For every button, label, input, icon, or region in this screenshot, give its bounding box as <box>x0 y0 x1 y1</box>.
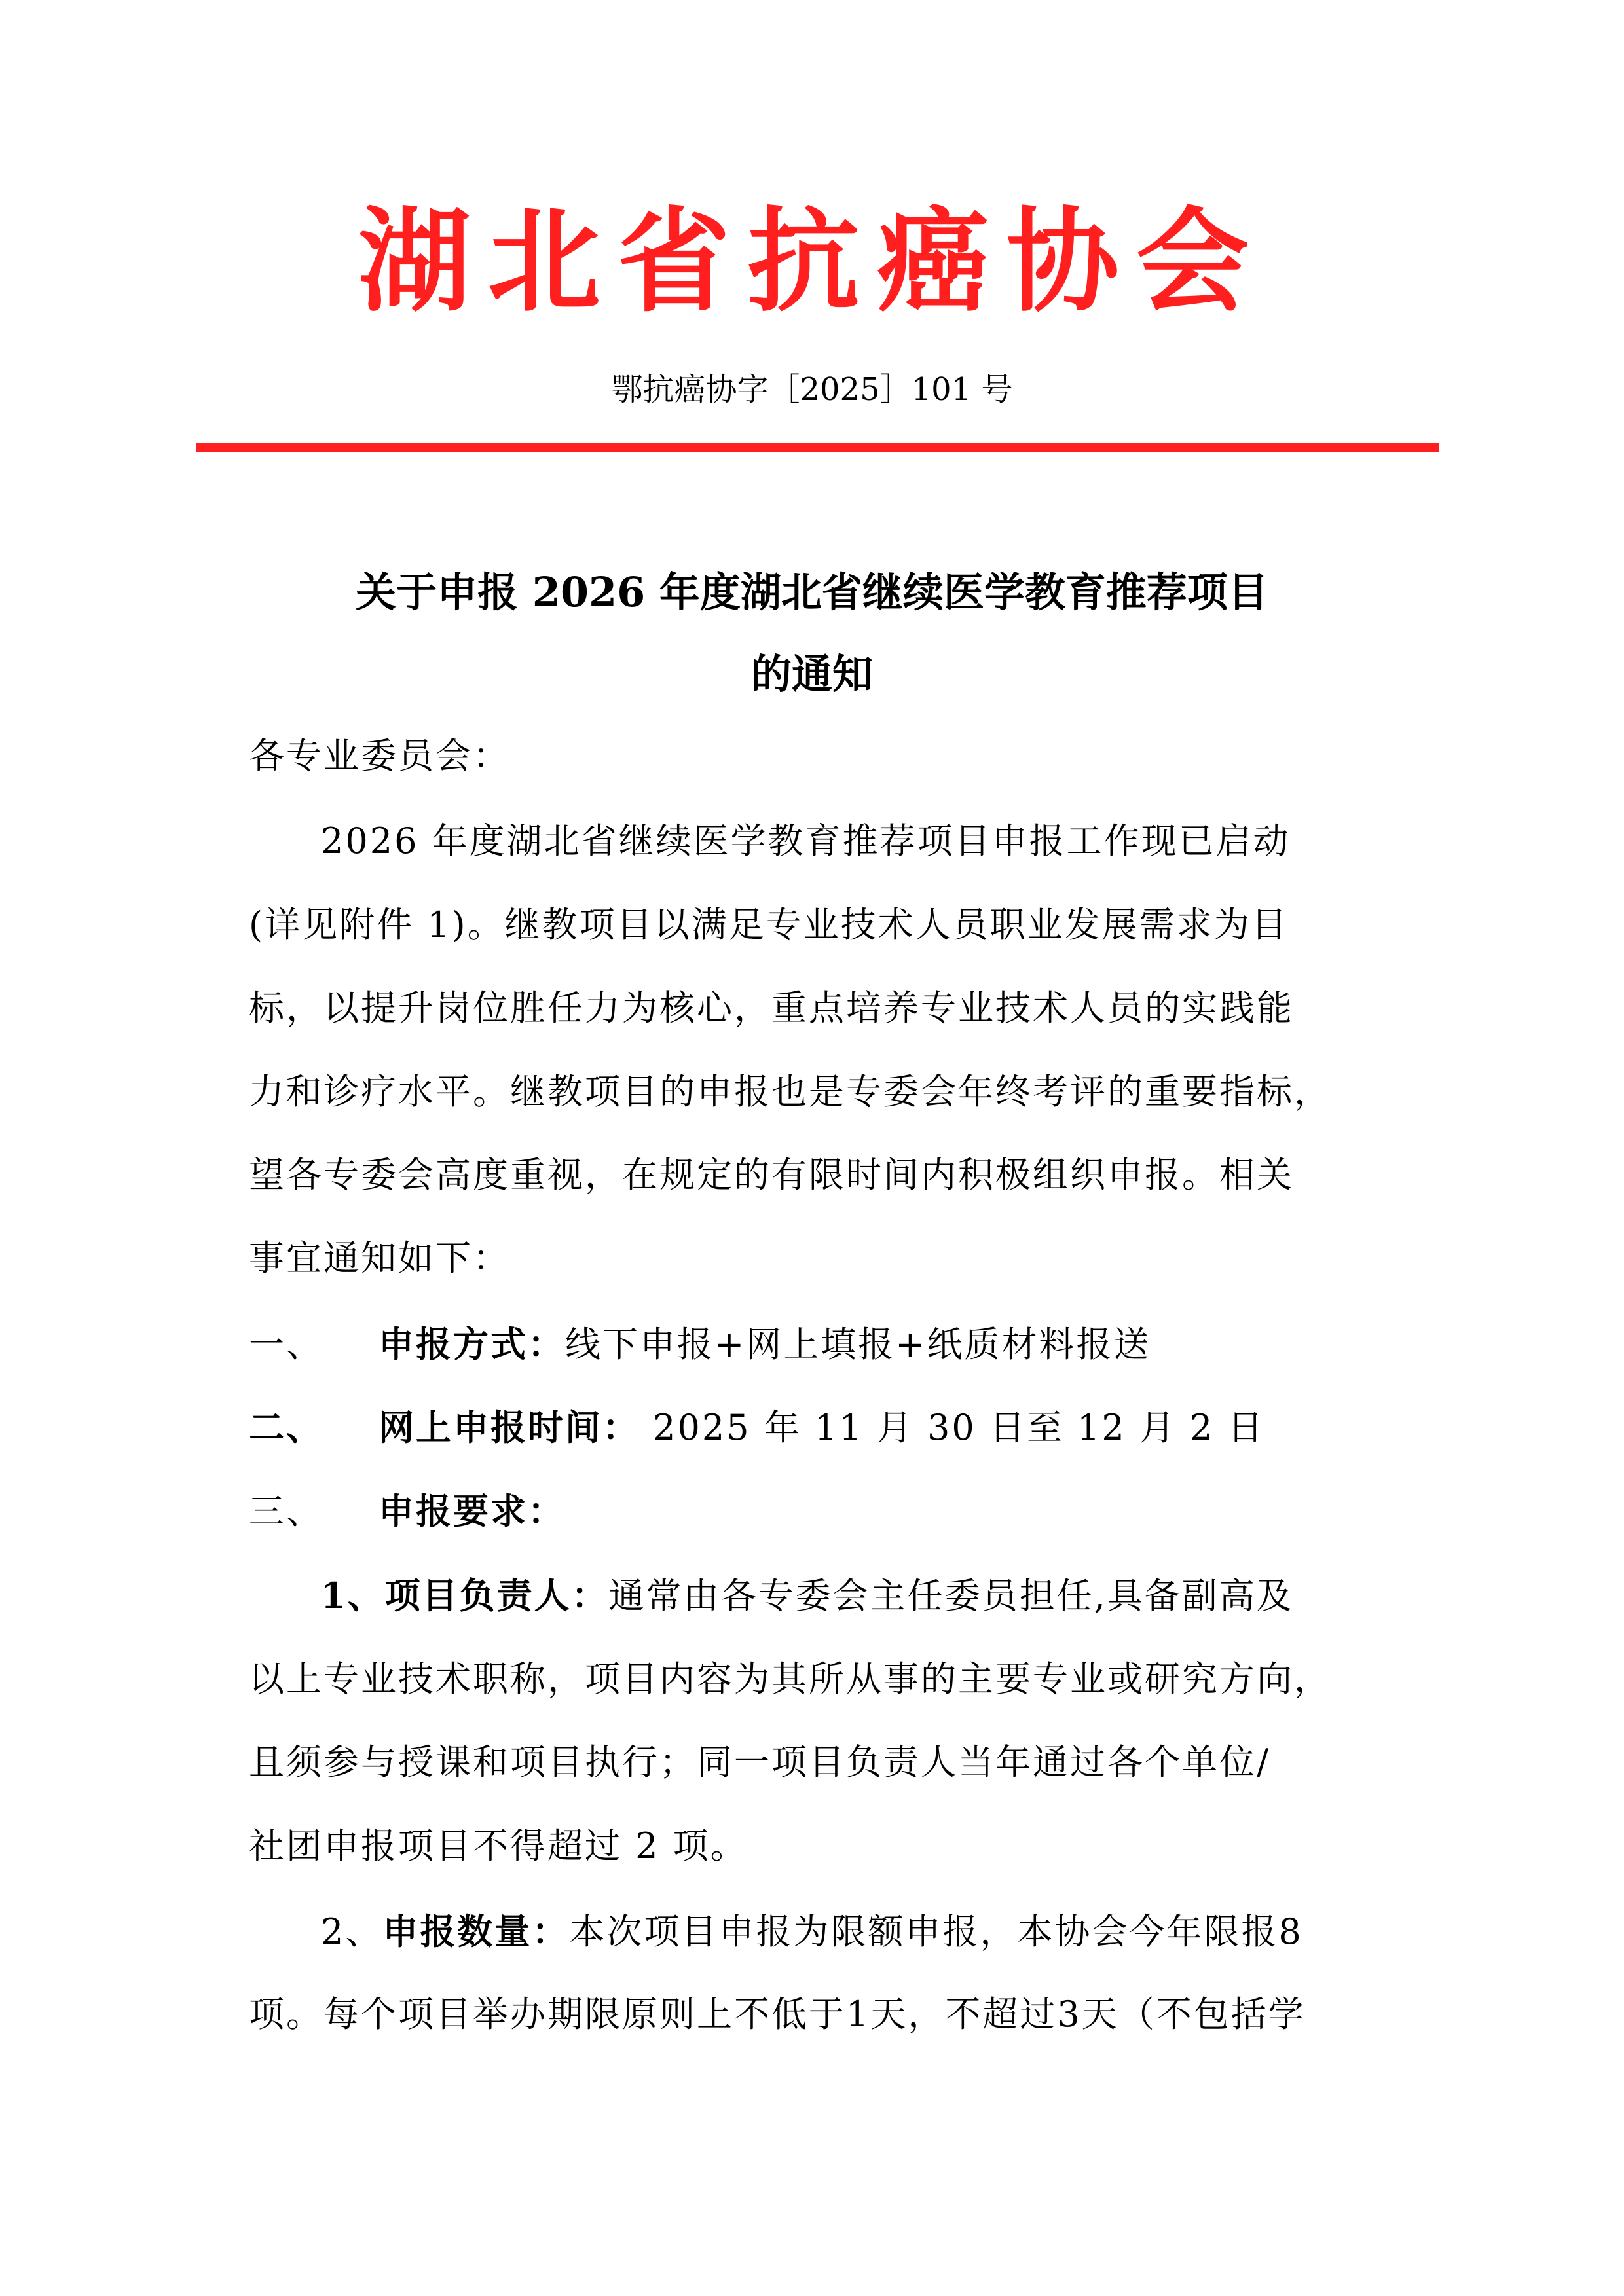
section-label: 申报要求： <box>378 1490 565 1532</box>
document-number: 鄂抗癌协字［2025］101 号 <box>611 371 1013 408</box>
notice-title-line-1: 关于申报 2026 年度湖北省继续医学教育推荐项目 <box>356 568 1268 616</box>
intro-line: 力和诊疗水平。继教项目的申报也是专委会年终考评的重要指标， <box>249 1071 1331 1112</box>
salutation: 各专业委员会： <box>249 735 510 776</box>
requirement-number: 2、 <box>321 1911 383 1952</box>
requirement-label: 1、项目负责人： <box>321 1575 609 1616</box>
section-text: 2025 年 11 月 30 日至 12 月 2 日 <box>640 1407 1265 1448</box>
section-label: 网上申报时间： <box>378 1406 640 1448</box>
requirement-label: 申报数量： <box>382 1910 570 1952</box>
notice-title-line-2: 的通知 <box>750 650 873 698</box>
requirement-line: 且须参与授课和项目执行；同一项目负责人当年通过各个单位/ <box>249 1741 1271 1783</box>
section-number: 一、 <box>249 1324 323 1365</box>
section-label: 申报方式： <box>378 1323 565 1365</box>
intro-line: 望各专委会高度重视，在规定的有限时间内积极组织申报。相关 <box>249 1154 1294 1195</box>
requirement-line: 以上专业技术职称，项目内容为其所从事的主要专业或研究方向， <box>249 1658 1331 1700</box>
red-divider-line <box>196 443 1439 452</box>
requirement-text: 通常由各专委会主任委员担任,具备副高及 <box>608 1575 1294 1616</box>
requirement-paragraph-start <box>321 1905 1303 1958</box>
section-heading <box>249 1485 565 1538</box>
section-heading <box>249 1318 1151 1371</box>
masthead-org-name: 湖北省抗癌协会 <box>358 196 1266 327</box>
intro-line: 2026 年度湖北省继续医学教育推荐项目申报工作现已启动 <box>321 820 1291 862</box>
intro-line: 事宜通知如下： <box>249 1237 510 1279</box>
requirement-line: 项。每个项目举办期限原则上不低于1天，不超过3天（不包括学 <box>249 1994 1306 2035</box>
section-number: 三、 <box>249 1491 323 1532</box>
section-number: 二、 <box>249 1406 323 1448</box>
intro-line: 标，以提升岗位胜任力为核心，重点培养专业技术人员的实践能 <box>249 987 1294 1029</box>
requirement-line: 社团申报项目不得超过 2 项。 <box>249 1825 748 1867</box>
section-heading <box>249 1401 1265 1454</box>
requirement-paragraph-start <box>321 1569 1294 1622</box>
requirement-text: 本次项目申报为限额申报，本协会今年限报8 <box>569 1911 1303 1952</box>
section-text: 线下申报+网上填报+纸质材料报送 <box>565 1324 1151 1365</box>
intro-line: (详见附件 1)。继教项目以满足专业技术人员职业发展需求为目 <box>249 904 1289 945</box>
